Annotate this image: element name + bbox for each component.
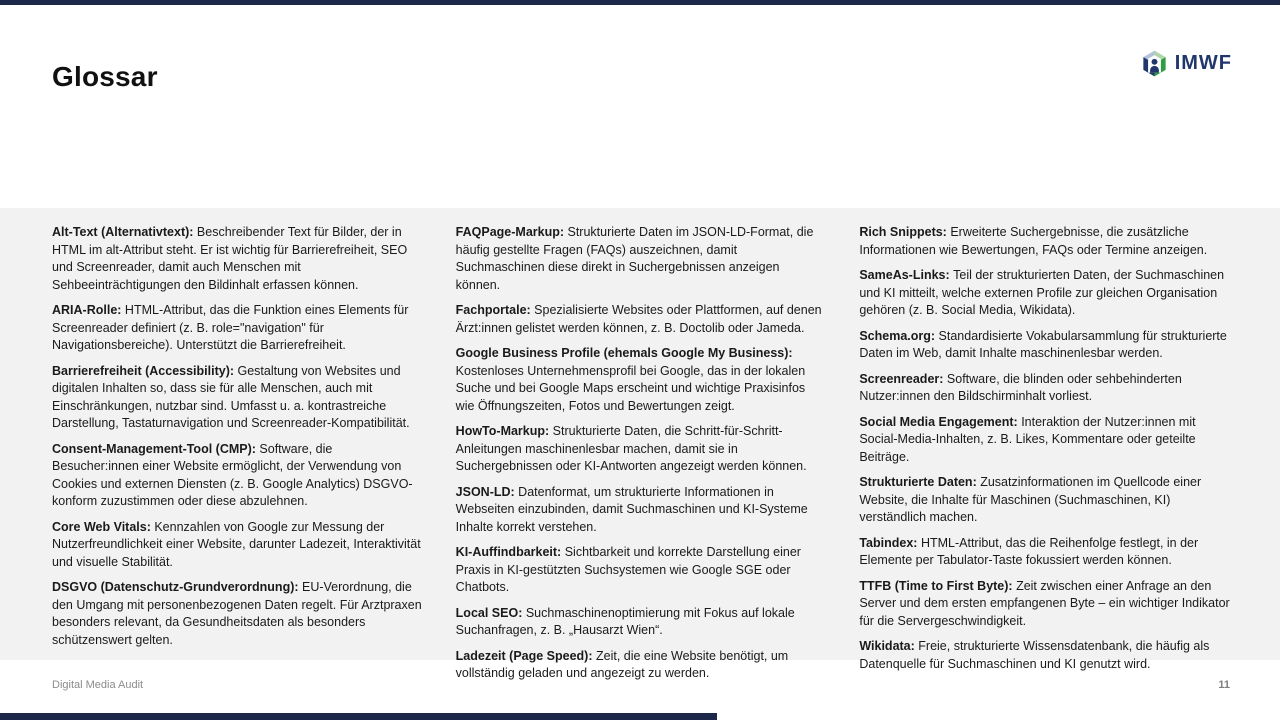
glossary-panel xyxy=(0,208,1280,680)
glossary-term: Fachportale: xyxy=(455,303,535,317)
glossary-entry xyxy=(859,224,1230,259)
glossary-term: SameAs-Links: xyxy=(859,268,954,282)
glossary-entry xyxy=(456,224,827,294)
glossary-entry xyxy=(52,363,423,433)
imwf-cube-icon xyxy=(1141,50,1168,77)
glossary-definition: Strukturierte Daten im JSON-LD-Format, die häufig gestellte Fragen (FAQs) auszeichnen, damit Suchmaschinen diese direkt in Suchergebnissen anzeigen können. xyxy=(455,225,814,292)
glossary-definition: Spezialisierte Websites oder Plattformen, auf denen Ärzt:innen gelistet werden können, z. B. Doctolib oder Jameda. xyxy=(455,303,822,335)
glossary-definition: Erweiterte Suchergebnisse, die zusätzliche Informationen wie Bewertungen, FAQs oder Termine anzeigen. xyxy=(859,225,1208,257)
glossary-term: TTFB (Time to First Byte): xyxy=(859,578,1017,593)
glossary-term: Tabindex: xyxy=(859,535,921,550)
glossary-definition: Suchmaschinenoptimierung mit Fokus auf lokale Suchanfragen, z. B. „Hausarzt Wien“. xyxy=(455,605,795,637)
glossary-definition: Freie, strukturierte Wissensdatenbank, die häufig als Datenquelle für Suchmaschinen und KI genutzt wird. xyxy=(859,639,1210,671)
glossary-definition: HTML-Attribut, das die Reihenfolge festlegt, in der Elemente per Tabulator-Taste fokussiert werden können. xyxy=(859,535,1199,567)
glossary-term: Schema.org: xyxy=(859,328,939,343)
glossary-entry xyxy=(52,441,423,511)
glossary-term: ARIA-Rolle: xyxy=(52,303,125,317)
glossary-term: Ladezeit (Page Speed): xyxy=(455,648,596,663)
imwf-logo xyxy=(1141,50,1232,77)
imwf-logo-text: IMWF xyxy=(1174,52,1232,74)
glossary-definition: Zusatzinformationen im Quellcode einer Website, die Inhalte für Maschinen (Suchmaschinen, KI) verständlich machen. xyxy=(859,475,1202,524)
glossary-entry xyxy=(456,484,827,537)
glossary-entry xyxy=(52,302,423,355)
page-title: Glossar xyxy=(52,60,158,92)
glossary-column-1 xyxy=(52,224,423,660)
glossary-entry xyxy=(456,605,827,640)
glossary-entry xyxy=(859,535,1230,570)
glossary-term: Alt-Text (Alternativtext): xyxy=(52,225,197,239)
glossary-term: DSGVO (Datenschutz-Grundverordnung): xyxy=(52,580,302,594)
glossary-definition: Sichtbarkeit und korrekte Darstellung einer Praxis in KI-gestützten Suchsystemen wie Google SGE oder Chatbots. xyxy=(455,545,801,594)
bottom-accent-bar xyxy=(0,713,717,720)
glossary-term: Social Media Engagement: xyxy=(859,414,1022,429)
glossary-term: Screenreader: xyxy=(859,371,947,386)
glossary-definition: Software, die Besucher:innen einer Website ermöglicht, der Verwendung von Cookies und externen Diensten (z. B. Google Analytics) DSGVO-konform zuzustimmen oder diese abzulehnen. xyxy=(52,441,413,508)
top-accent-bar xyxy=(0,0,1280,5)
glossary-definition: Gestaltung von Websites und digitalen Inhalten so, dass sie für alle Menschen, auch mit Einschränkungen, nutzbar sind. Umfasst u. a. kontrastreiche Darstellung, Tastaturnavigation und Screenreader-Kompatibilität. xyxy=(52,363,410,430)
glossary-term: Rich Snippets: xyxy=(859,225,951,239)
glossary-entry xyxy=(859,328,1230,363)
glossary-definition: Software, die blinden oder sehbehinderten Nutzer:innen den Bildschirminhalt vorliest. xyxy=(859,371,1182,403)
glossary-term: FAQPage-Markup: xyxy=(455,225,568,239)
glossary-definition: Kostenloses Unternehmensprofil bei Google, das in der lokalen Suche und bei Google Maps erscheint und wichtige Praxisinfos wie Öffnungszeiten, Fotos und Bewertungen zeigt. xyxy=(455,363,806,413)
glossary-term: Strukturierte Daten: xyxy=(859,475,981,489)
glossary-definition: Zeit, die eine Website benötigt, um vollständig geladen und angezeigt zu werden. xyxy=(455,648,789,680)
glossary-entry xyxy=(456,302,827,337)
glossary-entry xyxy=(859,578,1230,631)
glossary-definition: HTML-Attribut, das die Funktion eines Elements für Screenreader definiert (z. B. role="navigation" für Navigationsbereiche). Unterstützt die Barrierefreiheit. xyxy=(52,303,409,352)
glossary-definition: Kennzahlen von Google zur Messung der Nutzerfreundlichkeit einer Website, darunter Ladezeit, Interaktivität und visuelle Stabilität. xyxy=(52,519,421,569)
glossary-definition: Interaktion der Nutzer:innen mit Social-Media-Inhalten, z. B. Likes, Kommentare oder geteilte Beiträge. xyxy=(859,414,1196,464)
glossary-entry xyxy=(456,423,827,476)
glossary-term: HowTo-Markup: xyxy=(455,424,553,438)
glossary-term: KI-Auffindbarkeit: xyxy=(455,545,565,559)
glossary-term: Wikidata: xyxy=(859,639,919,653)
glossary-entry xyxy=(859,414,1230,467)
glossary-entry xyxy=(859,267,1230,320)
glossary-definition: Datenformat, um strukturierte Informationen in Webseiten einzubinden, damit Suchmaschinen und KI-Systeme Inhalte korrekt verstehen. xyxy=(455,484,808,534)
glossary-entry xyxy=(456,648,827,683)
glossary-term: Barrierefreiheit (Accessibility): xyxy=(52,363,238,378)
glossary-entry xyxy=(52,519,423,572)
glossary-entry xyxy=(456,345,827,415)
glossary-definition: Zeit zwischen einer Anfrage an den Server und dem ersten empfangenen Byte – ein wichtiger Indikator für die Servergeschwindigkeit. xyxy=(859,578,1230,628)
glossary-entry xyxy=(859,371,1230,406)
glossary-definition: Standardisierte Vokabularsammlung für strukturierte Daten im Web, damit Inhalte maschinenlesbar werden. xyxy=(859,328,1227,360)
glossary-definition: Beschreibender Text für Bilder, der in HTML im alt-Attribut steht. Er ist wichtig für Barrierefreiheit, SEO und Screenreader, damit auch Menschen mit Sehbeeinträchtigungen den Bildinhalt erfassen können. xyxy=(52,225,408,292)
glossary-term: Core Web Vitals: xyxy=(52,519,155,534)
page-number: 11 xyxy=(1218,679,1230,691)
glossary-entry xyxy=(456,544,827,597)
glossary-entry xyxy=(859,638,1230,673)
glossary-column-2 xyxy=(455,224,827,680)
glossary-entry xyxy=(52,579,423,649)
glossary-term: Local SEO: xyxy=(455,605,526,620)
footer-label: Digital Media Audit xyxy=(52,679,144,691)
glossary-entry xyxy=(52,224,423,294)
glossary-term: Consent-Management-Tool (CMP): xyxy=(52,441,260,456)
glossary-definition: EU-Verordnung, die den Umgang mit personenbezogenen Daten regelt. Für Arztpraxen besonders relevant, da Gesundheitsdaten als besonders schützenswert gelten. xyxy=(52,580,422,647)
glossary-term: JSON-LD: xyxy=(455,484,519,499)
slide-footer xyxy=(52,679,1230,691)
glossary-definition: Strukturierte Daten, die Schritt-für-Schritt-Anleitungen maschinenlesbar machen, damit sie in Suchergebnissen oder KI-Antworten angezeigt werden können. xyxy=(455,424,807,473)
glossary-column-3 xyxy=(859,224,1230,671)
glossary-definition: Teil der strukturierten Daten, der Suchmaschinen und KI mitteilt, welche externen Profile zur gleichen Organisation gehören (z. B. Social Media, Wikidata). xyxy=(859,268,1225,317)
glossary-entry xyxy=(859,474,1230,527)
glossary-term: Google Business Profile (ehemals Google My Business): xyxy=(455,346,793,360)
